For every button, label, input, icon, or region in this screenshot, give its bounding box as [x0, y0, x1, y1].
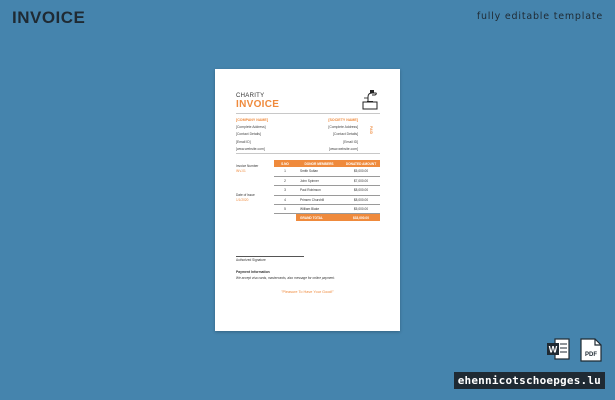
table-row — [274, 167, 380, 176]
society-name: [SOCIETY NAME] — [328, 118, 358, 122]
grand-total-value: $33,000.00 — [342, 214, 380, 221]
table-row — [274, 205, 380, 214]
site-badge[interactable] — [454, 372, 605, 389]
table-row — [274, 195, 380, 204]
column-header-donor: DONOR MEMBERS — [296, 160, 342, 167]
header-divider — [236, 113, 380, 114]
top-tagline: fully editable template — [476, 11, 603, 22]
invoice-title: INVOICE — [236, 99, 280, 110]
company-address: [Complete Address] — [236, 125, 266, 130]
row-donor: Prinsen Churchill — [296, 195, 342, 204]
row-number: 1 — [274, 167, 296, 176]
invoice-number-block — [236, 164, 258, 174]
top-title: INVOICE — [12, 8, 86, 27]
grand-total-spacer — [274, 214, 296, 221]
pdf-icon-label: PDF — [585, 352, 597, 358]
table-row — [274, 186, 380, 195]
payment-text: We accept visa cards, mastercards, also message for online payment. — [236, 276, 335, 280]
society-contact: [Contact Details] — [333, 132, 358, 137]
signature-line — [236, 256, 304, 257]
company-block — [236, 117, 268, 153]
thanks-note: "Pleasure To Have Your Good!" — [281, 290, 334, 294]
invoice-number-value: INV-01 — [236, 169, 246, 173]
row-amount: $5,000.00 — [342, 167, 380, 176]
company-name: [COMPANY NAME] — [236, 118, 269, 122]
row-number: 3 — [274, 186, 296, 195]
row-amount: $7,000.00 — [342, 176, 380, 185]
row-amount: $5,000.00 — [342, 205, 380, 214]
status-badge-label: PAID — [369, 125, 373, 135]
status-badge — [368, 122, 374, 138]
grand-total-label: GRAND TOTAL — [296, 214, 342, 221]
company-contact: [Contact Details] — [236, 132, 261, 137]
row-amount: $8,000.00 — [342, 195, 380, 204]
row-donor: William Blake — [296, 205, 342, 214]
invoice-kicker: CHARITY — [236, 93, 265, 99]
invoice-page — [215, 69, 400, 331]
payment-heading: Payment Information — [236, 270, 270, 274]
society-website: [www.website.com] — [329, 146, 358, 151]
company-email: [Email ID] — [236, 139, 251, 144]
invoice-date-value: 1/1/2020 — [236, 198, 249, 202]
row-number: 4 — [274, 195, 296, 204]
table-header-row — [274, 160, 380, 167]
row-donor: Paul Robinson — [296, 186, 342, 195]
word-icon[interactable] — [547, 339, 569, 359]
site-url: ehennicotschoepges.lu — [457, 374, 601, 387]
grand-total-row — [274, 214, 380, 221]
pdf-icon[interactable] — [581, 339, 601, 361]
app-icons — [545, 337, 605, 363]
invoice-date-label: Date of Issue — [236, 193, 255, 197]
address-divider — [236, 153, 380, 154]
row-amount: $8,000.00 — [342, 186, 380, 195]
column-header-sno: S.NO — [274, 160, 296, 167]
column-header-amount: DONATED AMOUNT — [342, 160, 380, 167]
society-email: [Email ID] — [343, 139, 358, 144]
society-block — [328, 117, 358, 153]
invoice-date-block — [236, 193, 255, 203]
row-number: 5 — [274, 205, 296, 214]
donor-table — [274, 160, 380, 221]
row-donor: John Spinner — [296, 176, 342, 185]
row-donor: Smith Sultan — [296, 167, 342, 176]
word-icon-letter: W — [548, 344, 558, 355]
society-address: [Complete Address] — [328, 125, 358, 130]
invoice-number-label: Invoice Number — [236, 164, 259, 168]
company-website: [www.website.com] — [236, 146, 265, 151]
donation-icon — [360, 89, 380, 111]
table-row — [274, 176, 380, 185]
signature-label: Authorized Signature — [236, 258, 266, 262]
row-number: 2 — [274, 176, 296, 185]
